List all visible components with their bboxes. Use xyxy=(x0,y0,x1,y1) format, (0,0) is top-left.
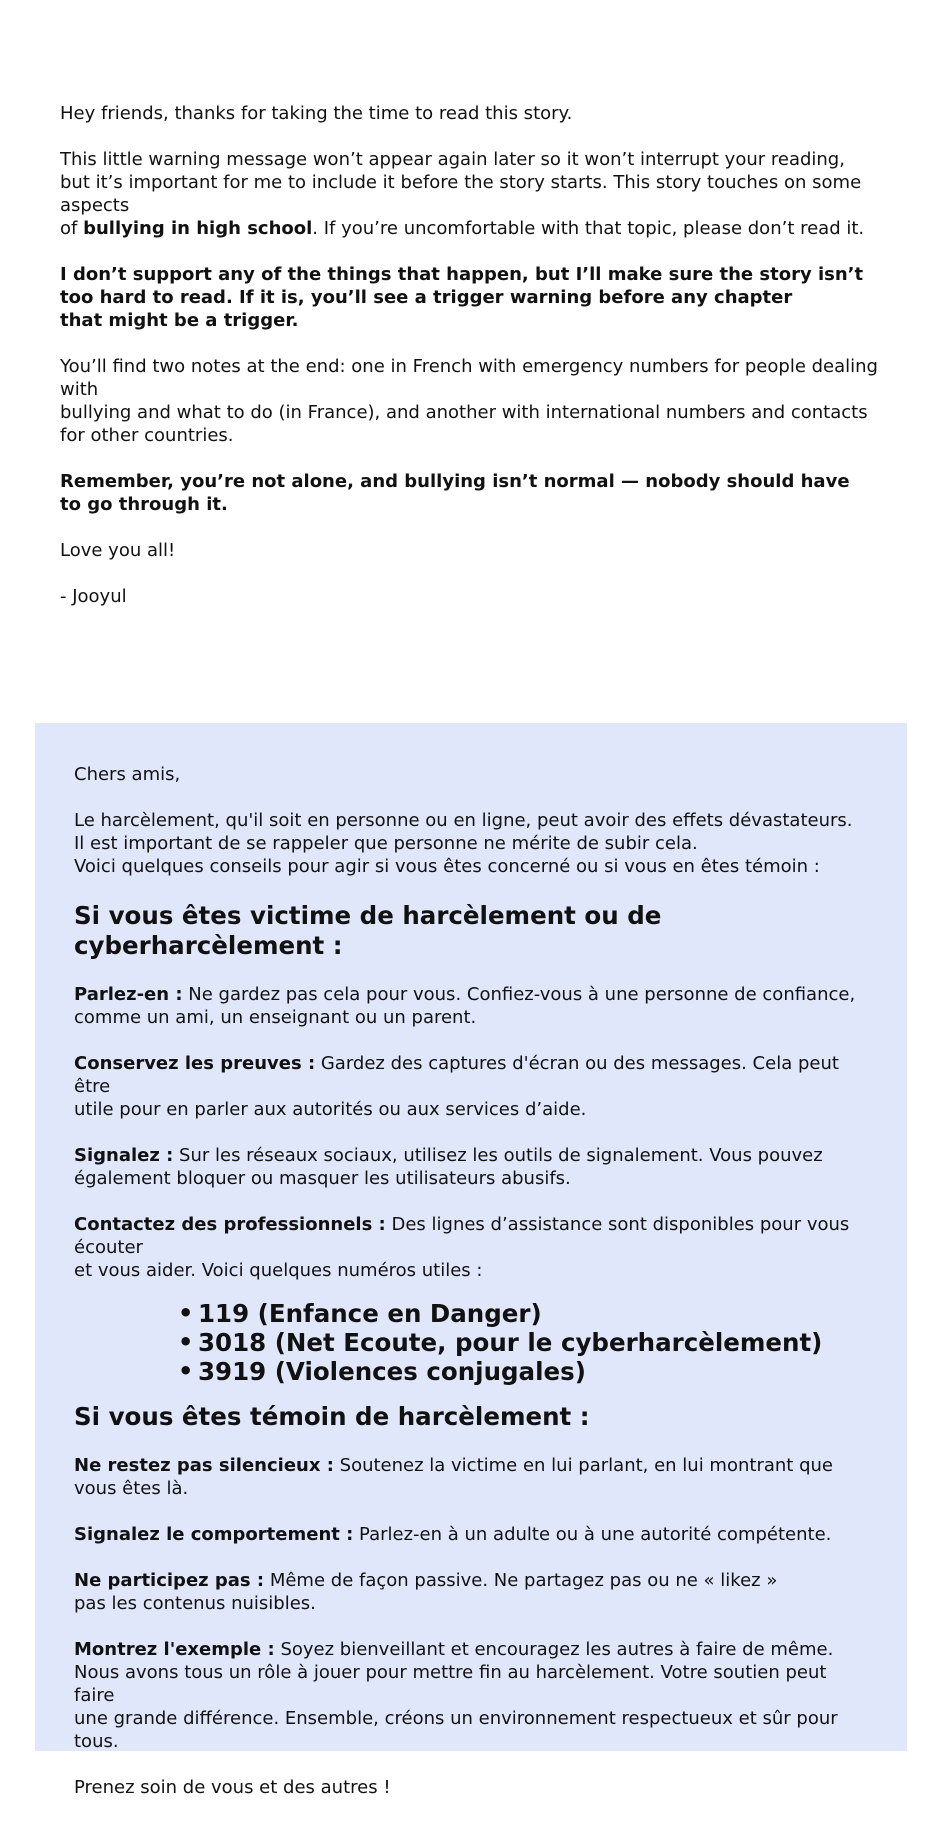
tip-line: Nous avons tous un rôle à jouer pour mettre fin au harcèlement. Votre soutien peut faire xyxy=(74,1662,827,1706)
tip-label: Parlez-en : xyxy=(74,984,183,1005)
signature-text: - Jooyul xyxy=(60,586,127,607)
panel-closing-text: Prenez soin de vous et des autres ! xyxy=(74,1777,391,1798)
warning-text: of xyxy=(60,218,84,239)
witness-heading: Si vous êtes témoin de harcèlement : xyxy=(74,1402,590,1431)
warning-line: This little warning message won’t appear again later so it won’t interrupt your reading, xyxy=(60,149,845,170)
tip-text: Des lignes d’assistance sont disponibles pour vous écouter xyxy=(74,1214,850,1258)
tip-evidence xyxy=(74,1052,868,1121)
tip-label: Ne restez pas silencieux : xyxy=(74,1455,334,1476)
tip-line: utile pour en parler aux autorités ou aux services d’aide. xyxy=(74,1099,587,1120)
panel-intro-line: Le harcèlement, qu'il soit en personne ou en ligne, peut avoir des effets dévastateurs. xyxy=(74,810,853,831)
signature-paragraph xyxy=(60,585,890,608)
tip-text: Parlez-en à un adulte ou à une autorité compétente. xyxy=(353,1524,832,1545)
tip-label: Conservez les preuves : xyxy=(74,1053,316,1074)
remember-line: Remember, you’re not alone, and bullying isn’t normal — nobody should have xyxy=(60,471,850,492)
victim-heading: Si vous êtes victime de harcèlement ou de cyberharcèlement : xyxy=(74,901,662,960)
tip-speak xyxy=(74,983,868,1029)
warning-text: . If you’re uncomfortable with that topic, please don’t read it. xyxy=(312,218,865,239)
tip-professionals xyxy=(74,1213,868,1282)
notes-line: bullying and what to do (in France), and another with international numbers and contacts xyxy=(60,402,868,423)
tip-report-behaviour xyxy=(74,1523,868,1546)
panel-greeting xyxy=(74,763,868,786)
notes-paragraph xyxy=(60,355,890,447)
tip-line: pas les contenus nuisibles. xyxy=(74,1593,316,1614)
tip-label: Contactez des professionnels : xyxy=(74,1214,386,1235)
bullet-icon: • xyxy=(178,1328,194,1356)
tip-line xyxy=(74,1454,868,1477)
tip-line xyxy=(74,1144,868,1167)
tip-line xyxy=(74,1213,868,1259)
tip-text: Soyez bienveillant et encouragez les autres à faire de même. xyxy=(274,1639,834,1660)
panel-intro-line: Voici quelques conseils pour agir si vous êtes concerné ou si vous en êtes témoin : xyxy=(74,856,820,877)
tip-text: Même de façon passive. Ne partagez pas ou ne « likez » xyxy=(264,1570,778,1591)
french-help-panel xyxy=(35,723,907,1798)
helpline-text: 3018 (Net Ecoute, pour le cyberharcèlement) xyxy=(198,1328,823,1357)
support-paragraph xyxy=(60,263,890,332)
helpline-list xyxy=(74,1299,868,1386)
author-note xyxy=(60,102,890,631)
warning-line xyxy=(60,217,890,240)
bullet-icon: • xyxy=(178,1357,194,1385)
tip-do-not-participate xyxy=(74,1569,868,1615)
tip-line xyxy=(74,1569,868,1592)
tip-line: une grande différence. Ensemble, créons un environnement respectueux et sûr pour tous. xyxy=(74,1708,838,1752)
warning-paragraph xyxy=(60,148,890,240)
tip-line xyxy=(74,1638,868,1661)
remember-line: to go through it. xyxy=(60,494,228,515)
tip-line: également bloquer ou masquer les utilisateurs abusifs. xyxy=(74,1168,571,1189)
tip-label: Montrez l'exemple : xyxy=(74,1639,275,1660)
panel-closing xyxy=(74,1776,868,1799)
panel-greeting-text: Chers amis, xyxy=(74,764,181,785)
tip-set-example xyxy=(74,1638,868,1753)
tip-label: Ne participez pas : xyxy=(74,1570,265,1591)
tip-line: vous êtes là. xyxy=(74,1478,189,1499)
love-text: Love you all! xyxy=(60,540,176,561)
tip-label: Signalez : xyxy=(74,1145,174,1166)
tip-line: et vous aider. Voici quelques numéros utiles : xyxy=(74,1260,483,1281)
panel-intro-line: Il est important de se rappeler que personne ne mérite de subir cela. xyxy=(74,833,698,854)
warning-line: but it’s important for me to include it before the story starts. This story touches on some aspects xyxy=(60,172,862,216)
helpline-item xyxy=(178,1357,868,1386)
tip-text: Soutenez la victime en lui parlant, en lui montrant que xyxy=(333,1455,833,1476)
support-line: too hard to read. If it is, you’ll see a trigger warning before any chapter xyxy=(60,287,793,308)
notes-line: You’ll find two notes at the end: one in French with emergency numbers for people dealing with xyxy=(60,356,878,400)
bullet-icon: • xyxy=(178,1299,194,1327)
tip-text: Gardez des captures d'écran ou des messages. Cela peut être xyxy=(74,1053,839,1097)
helpline-text: 3919 (Violences conjugales) xyxy=(198,1357,586,1386)
panel-intro xyxy=(74,809,868,878)
love-paragraph xyxy=(60,539,890,562)
helpline-item xyxy=(178,1299,868,1328)
greeting-text: Hey friends, thanks for taking the time to read this story. xyxy=(60,103,573,124)
notes-line: for other countries. xyxy=(60,425,234,446)
warning-topic: bullying in high school xyxy=(83,218,313,239)
tip-line xyxy=(74,1052,868,1098)
tip-line xyxy=(74,983,868,1006)
tip-text: Ne gardez pas cela pour vous. Confiez-vous à une personne de confiance, xyxy=(182,984,856,1005)
helpline-text: 119 (Enfance en Danger) xyxy=(198,1299,542,1328)
tip-text: Sur les réseaux sociaux, utilisez les outils de signalement. Vous pouvez xyxy=(173,1145,823,1166)
support-line: that might be a trigger. xyxy=(60,310,299,331)
remember-paragraph xyxy=(60,470,890,516)
tip-line xyxy=(74,1523,868,1546)
tip-not-silent xyxy=(74,1454,868,1500)
tip-line: comme un ami, un enseignant ou un parent. xyxy=(74,1007,477,1028)
support-line: I don’t support any of the things that happen, but I’ll make sure the story isn’t xyxy=(60,264,864,285)
tip-report xyxy=(74,1144,868,1190)
greeting-paragraph xyxy=(60,102,890,125)
tip-label: Signalez le comportement : xyxy=(74,1524,354,1545)
helpline-item xyxy=(178,1328,868,1357)
